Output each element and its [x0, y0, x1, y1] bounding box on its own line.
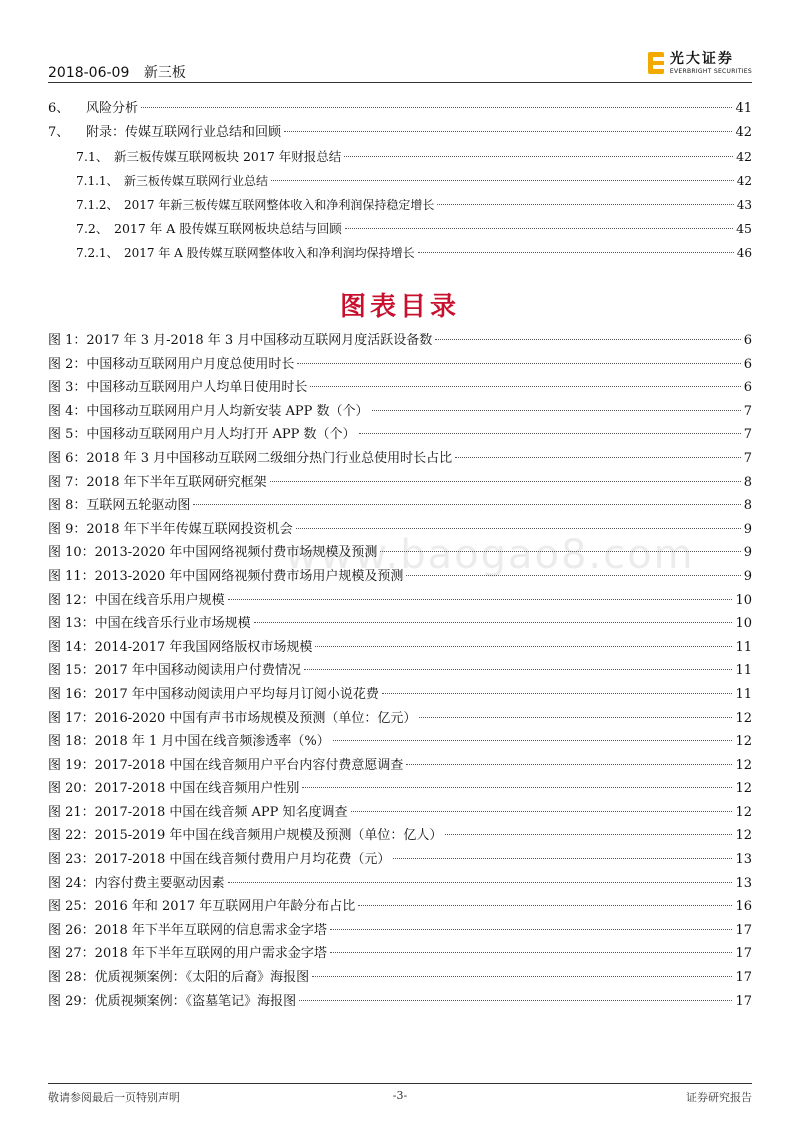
dot-leader: [455, 456, 741, 458]
dot-leader: [315, 645, 732, 647]
figure-entry-page: 17: [735, 970, 752, 986]
figure-entry-label: 图 26：2018 年下半年互联网的信息需求金字塔: [48, 922, 327, 938]
dot-leader: [141, 106, 732, 108]
dot-leader: [345, 227, 733, 229]
figure-entry[interactable]: [48, 447, 752, 471]
figure-entry-page: 6: [743, 333, 752, 348]
figure-entry-label: 图 19：2017-2018 中国在线音频用户平台内容付费意愿调查: [48, 757, 404, 773]
page-number: -3-: [392, 1089, 408, 1102]
toc-entry-number: 7.1、: [76, 149, 109, 164]
dot-leader: [445, 833, 732, 835]
figure-entry-label: 图 7：2018 年下半年互联网研究框架: [48, 474, 267, 490]
dot-leader: [419, 716, 732, 718]
figure-entry-label: 图 11：2013-2020 年中国网络视频付费市场用户规模及预测: [48, 568, 404, 584]
dot-leader: [437, 203, 733, 205]
dot-leader: [351, 810, 733, 812]
figure-entry-page: 12: [735, 757, 752, 773]
toc-entry-label: 新三板传媒互联网板块 2017 年财报总结: [114, 149, 342, 164]
figure-entry-label: 图 8：互联网五轮驱动图: [48, 498, 191, 514]
logo-name-cn: 光大证券: [669, 50, 734, 67]
figure-entry-label: 图 17：2016-2020 中国有声书市场规模及预测（单位：亿元）: [48, 710, 417, 726]
dot-leader: [382, 692, 733, 694]
dot-leader: [344, 155, 733, 157]
figure-entry-page: 10: [735, 592, 752, 608]
figure-entry-page: 7: [743, 403, 752, 419]
figure-entry-page: 8: [743, 474, 752, 490]
figure-entry-label: 图 10：2013-2020 年中国网络视频付费市场规模及预测: [48, 545, 378, 561]
dot-leader: [406, 574, 740, 576]
dot-leader: [304, 668, 733, 670]
toc-entry-page: 43: [736, 198, 752, 212]
toc-entry[interactable]: [48, 145, 752, 169]
figure-entry-label: 图 18：2018 年 1 月中国在线音频渗透率（%）: [48, 734, 330, 750]
dot-leader: [380, 550, 740, 552]
figure-entry-label: 图 23：2017-2018 中国在线音频付费用户月均花费（元）: [48, 852, 391, 868]
figure-entry-page: 13: [735, 852, 752, 868]
figure-entry-label: 图 16：2017 年中国移动阅读用户平均每月订阅小说花费: [48, 686, 379, 702]
dot-leader: [312, 975, 732, 977]
figure-entry-page: 9: [743, 521, 752, 537]
figure-entry-page: 11: [735, 639, 752, 655]
figure-entry[interactable]: [48, 541, 752, 565]
figure-entry-label: 图 6：2018 年 3 月中国移动互联网二级细分热门行业总使用时长占比: [48, 450, 453, 466]
watermark: www.baogao8.com: [285, 532, 695, 578]
dot-leader: [333, 739, 733, 741]
toc-entry-label: 风险分析: [86, 101, 139, 116]
toc-entry-label: 新三板传媒互联网行业总结: [124, 174, 269, 188]
figures-list-title: 图表目录: [339, 292, 460, 322]
toc-entry-number: 7.2、: [76, 221, 109, 236]
dot-leader: [406, 763, 732, 765]
figure-entry-page: 9: [743, 568, 752, 584]
figure-entry-page: 17: [735, 922, 752, 938]
footer-divider: [48, 1083, 752, 1084]
table-of-contents: [48, 97, 752, 265]
figure-entry-page: 13: [735, 875, 752, 891]
figure-entry[interactable]: [48, 895, 752, 919]
figure-entry-page: 12: [735, 781, 752, 797]
toc-entry-number: 7.1.2、: [76, 198, 119, 212]
report-date: 2018-06-09: [48, 65, 130, 81]
dot-leader: [330, 928, 733, 930]
header-meta: [48, 62, 196, 82]
toc-entry[interactable]: [48, 193, 752, 217]
figure-entry-page: 6: [743, 356, 752, 372]
figure-entry[interactable]: [48, 329, 752, 353]
figure-entry-label: 图 1：2017 年 3 月-2018 年 3 月中国移动互联网月度活跃设备数: [48, 333, 433, 348]
footer-disclaimer: 敬请参阅最后一页特别声明: [48, 1091, 180, 1104]
figure-entry-label: 图 13：中国在线音乐行业市场规模: [48, 616, 251, 632]
dot-leader: [228, 881, 733, 883]
dot-leader: [271, 179, 734, 181]
dot-leader: [418, 251, 734, 253]
toc-entry-title: [48, 97, 138, 121]
figure-entry-page: 9: [743, 545, 752, 561]
figure-entry-label: 图 9：2018 年下半年传媒互联网投资机会: [48, 521, 293, 537]
figure-entry-label: 图 24：内容付费主要驱动因素: [48, 875, 225, 891]
figure-entry-page: 11: [735, 663, 752, 679]
toc-entry-page: 46: [736, 246, 752, 260]
figure-entry-label: 图 3：中国移动互联网用户人均单日使用时长: [48, 380, 308, 396]
toc-entry-title: [76, 145, 341, 169]
figure-entry[interactable]: [48, 777, 752, 801]
toc-entry-number: 7、: [48, 125, 70, 140]
dot-leader: [299, 999, 732, 1001]
figure-entry[interactable]: [48, 754, 752, 778]
figure-entry[interactable]: [48, 824, 752, 848]
toc-entry-page: 42: [736, 174, 752, 188]
toc-entry[interactable]: [48, 217, 752, 241]
toc-entry-page: 42: [736, 149, 752, 164]
report-category: 新三板: [143, 65, 186, 81]
toc-entry-title: [76, 169, 268, 193]
figure-entry[interactable]: [48, 659, 752, 683]
logo-name-en: EVERBRIGHT SECURITIES: [669, 67, 752, 75]
figure-entry-page: 12: [735, 734, 752, 750]
logo-icon: [648, 52, 664, 74]
toc-entry-title: [76, 217, 342, 241]
figure-entry[interactable]: [48, 376, 752, 400]
toc-entry-number: 7.1.1、: [76, 174, 119, 188]
figure-entry[interactable]: [48, 707, 752, 731]
figure-entry[interactable]: [48, 518, 752, 542]
figure-entry-label: 图 4：中国移动互联网用户月人均新安装 APP 数（个）: [48, 403, 369, 419]
figure-entry[interactable]: [48, 423, 752, 447]
figure-entry[interactable]: [48, 990, 752, 1014]
figure-entry[interactable]: [48, 872, 752, 896]
figure-entry[interactable]: [48, 494, 752, 518]
footer-report-type: 证券研究报告: [686, 1091, 752, 1104]
dot-leader: [296, 527, 741, 529]
dot-leader: [284, 130, 732, 132]
dot-leader: [270, 480, 741, 482]
dot-leader: [297, 362, 740, 364]
figure-entry-page: 16: [735, 899, 752, 915]
dot-leader: [393, 857, 732, 859]
figure-entry-page: 12: [735, 710, 752, 726]
dot-leader: [228, 598, 733, 600]
toc-entry[interactable]: [48, 97, 752, 121]
dot-leader: [302, 786, 732, 788]
figure-entry-label: 图 2：中国移动互联网用户月度总使用时长: [48, 356, 295, 372]
figure-entry-page: 12: [735, 804, 752, 820]
figure-entry-label: 图 15：2017 年中国移动阅读用户付费情况: [48, 663, 301, 679]
header-divider: [48, 82, 752, 83]
toc-entry-title: [76, 193, 434, 217]
figure-entry-label: 图 29：优质视频案例：《盗墓笔记》海报图: [48, 993, 297, 1009]
figure-entry-page: 6: [743, 380, 752, 396]
figure-entry[interactable]: [48, 589, 752, 613]
figure-entry[interactable]: [48, 801, 752, 825]
figure-entry[interactable]: [48, 471, 752, 495]
figure-entry-page: 8: [743, 498, 752, 514]
figures-list: [48, 329, 752, 1013]
figure-entry[interactable]: [48, 565, 752, 589]
toc-entry-label: 2017 年新三板传媒互联网整体收入和净利润保持稳定增长: [124, 198, 435, 212]
figure-entry-label: 图 21：2017-2018 中国在线音频 APP 知名度调查: [48, 804, 348, 820]
figure-entry-label: 图 28：优质视频案例：《太阳的后裔》海报图: [48, 970, 310, 986]
figure-entry-page: 7: [743, 450, 752, 466]
toc-entry-number: 6、: [48, 101, 70, 116]
page-header: [48, 48, 752, 82]
dot-leader: [310, 385, 740, 387]
figure-entry-page: 17: [735, 946, 752, 962]
figure-entry-page: 10: [735, 616, 752, 632]
toc-entry-page: 41: [735, 101, 752, 116]
figure-entry[interactable]: [48, 400, 752, 424]
figure-entry[interactable]: [48, 636, 752, 660]
toc-entry[interactable]: [48, 121, 752, 145]
figure-entry[interactable]: [48, 683, 752, 707]
figure-entry[interactable]: [48, 730, 752, 754]
dot-leader: [193, 503, 740, 505]
figure-entry[interactable]: [48, 942, 752, 966]
toc-entry-label: 2017 年 A 股传媒互联网整体收入和净利润均保持增长: [124, 246, 415, 260]
dot-leader: [435, 338, 740, 340]
figure-entry-label: 图 25：2016 年和 2017 年互联网用户年龄分布占比: [48, 899, 356, 915]
toc-entry[interactable]: [48, 169, 752, 193]
dot-leader: [254, 621, 733, 623]
toc-entry[interactable]: [48, 241, 752, 265]
figure-entry-label: 图 22：2015-2019 年中国在线音频用户规模及预测（单位：亿人）: [48, 828, 443, 844]
figure-entry[interactable]: [48, 353, 752, 377]
figure-entry-label: 图 5：中国移动互联网用户月人均打开 APP 数（个）: [48, 427, 356, 443]
toc-entry-label: 附录：传媒互联网行业总结和回顾: [86, 125, 282, 140]
figure-entry[interactable]: [48, 848, 752, 872]
figure-entry[interactable]: [48, 966, 752, 990]
figure-entry-page: 7: [743, 427, 752, 443]
dot-leader: [372, 409, 741, 411]
toc-entry-title: [76, 241, 415, 265]
figure-entry-label: 图 14：2014-2017 年我国网络版权市场规模: [48, 639, 313, 655]
figure-entry[interactable]: [48, 612, 752, 636]
toc-entry-page: 42: [735, 125, 752, 140]
figure-entry-page: 17: [735, 993, 752, 1009]
figure-entry-label: 图 27：2018 年下半年互联网的用户需求金字塔: [48, 946, 327, 962]
toc-entry-number: 7.2.1、: [76, 246, 119, 260]
company-logo: [648, 48, 752, 78]
dot-leader: [330, 951, 733, 953]
figure-entry-label: 图 20：2017-2018 中国在线音频用户性别: [48, 781, 300, 797]
figure-entry-page: 12: [735, 828, 752, 844]
dot-leader: [358, 904, 732, 906]
figure-entry-label: 图 12：中国在线音乐用户规模: [48, 592, 225, 608]
toc-entry-title: [48, 121, 281, 145]
toc-entry-page: 45: [736, 221, 752, 236]
figure-entry[interactable]: [48, 919, 752, 943]
figure-entry-page: 11: [735, 686, 752, 702]
toc-entry-label: 2017 年 A 股传媒互联网板块总结与回顾: [114, 221, 342, 236]
dot-leader: [359, 432, 741, 434]
